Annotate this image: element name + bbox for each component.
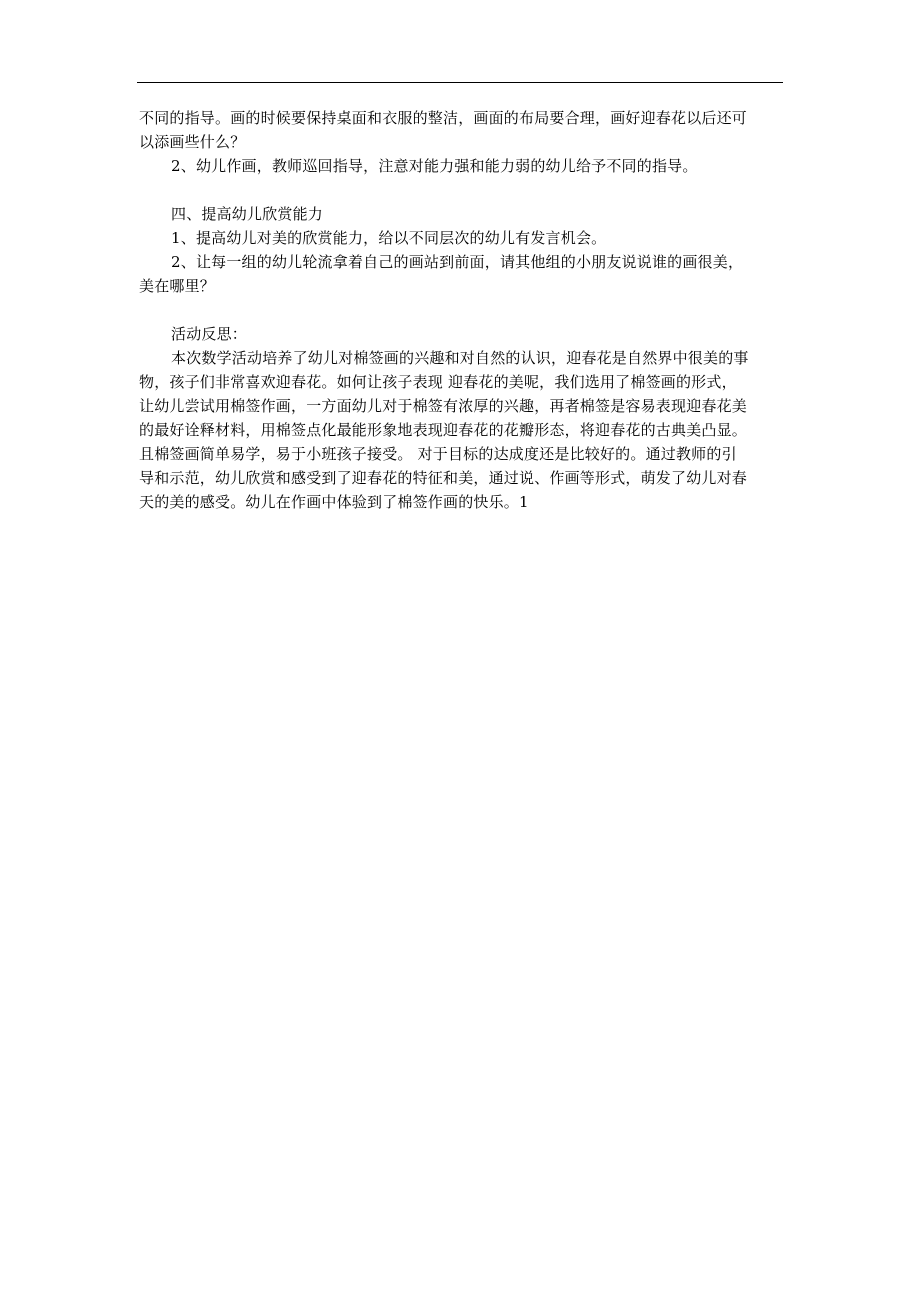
paragraph-line: 不同的指导。画的时候要保持桌面和衣服的整洁，画面的布局要合理，画好迎春花以后还可 — [139, 109, 748, 127]
paragraph-line: 本次数学活动培养了幼儿对棉签画的兴趣和对自然的认识，迎春花是自然界中很美的事 — [171, 349, 749, 367]
section-heading: 四、提高幼儿欣赏能力 — [171, 205, 324, 223]
paragraph-line: 天的美的感受。幼儿在作画中体验到了棉签作画的快乐。1 — [139, 493, 529, 511]
header-rule — [137, 82, 783, 83]
paragraph-line: 导和示范，幼儿欣赏和感受到了迎春花的特征和美，通过说、作画等形式，萌发了幼儿对春 — [139, 469, 748, 487]
list-item: 1、提高幼儿对美的欣赏能力，给以不同层次的幼儿有发言机会。 — [171, 229, 607, 247]
reflection-heading: 活动反思： — [171, 325, 248, 343]
paragraph-line: 让幼儿尝试用棉签作画，一方面幼儿对于棉签有浓厚的兴趣，再者棉签是容易表现迎春花美 — [139, 397, 748, 415]
spacer — [139, 298, 789, 322]
paragraph-line: 美在哪里？ — [139, 277, 216, 295]
spacer — [139, 178, 789, 202]
list-item: 2、让每一组的幼儿轮流拿着自己的画站到前面，请其他组的小朋友说说谁的画很美， — [171, 253, 744, 271]
list-item: 2、幼儿作画，教师巡回指导，注意对能力强和能力弱的幼儿给予不同的指导。 — [171, 157, 698, 175]
paragraph-line: 且棉签画简单易学，易于小班孩子接受。 对于目标的达成度还是比较好的。通过教师的引 — [139, 445, 737, 463]
paragraph-line: 以添画些什么？ — [139, 133, 246, 151]
document-body — [139, 106, 789, 514]
paragraph-line: 物，孩子们非常喜欢迎春花。如何让孩子表现 迎春花的美呢，我们选用了棉签画的形式， — [139, 373, 737, 391]
paragraph-line: 的最好诠释材料，用棉签点化最能形象地表现迎春花的花瓣形态，将迎春花的古典美凸显。 — [139, 421, 748, 439]
